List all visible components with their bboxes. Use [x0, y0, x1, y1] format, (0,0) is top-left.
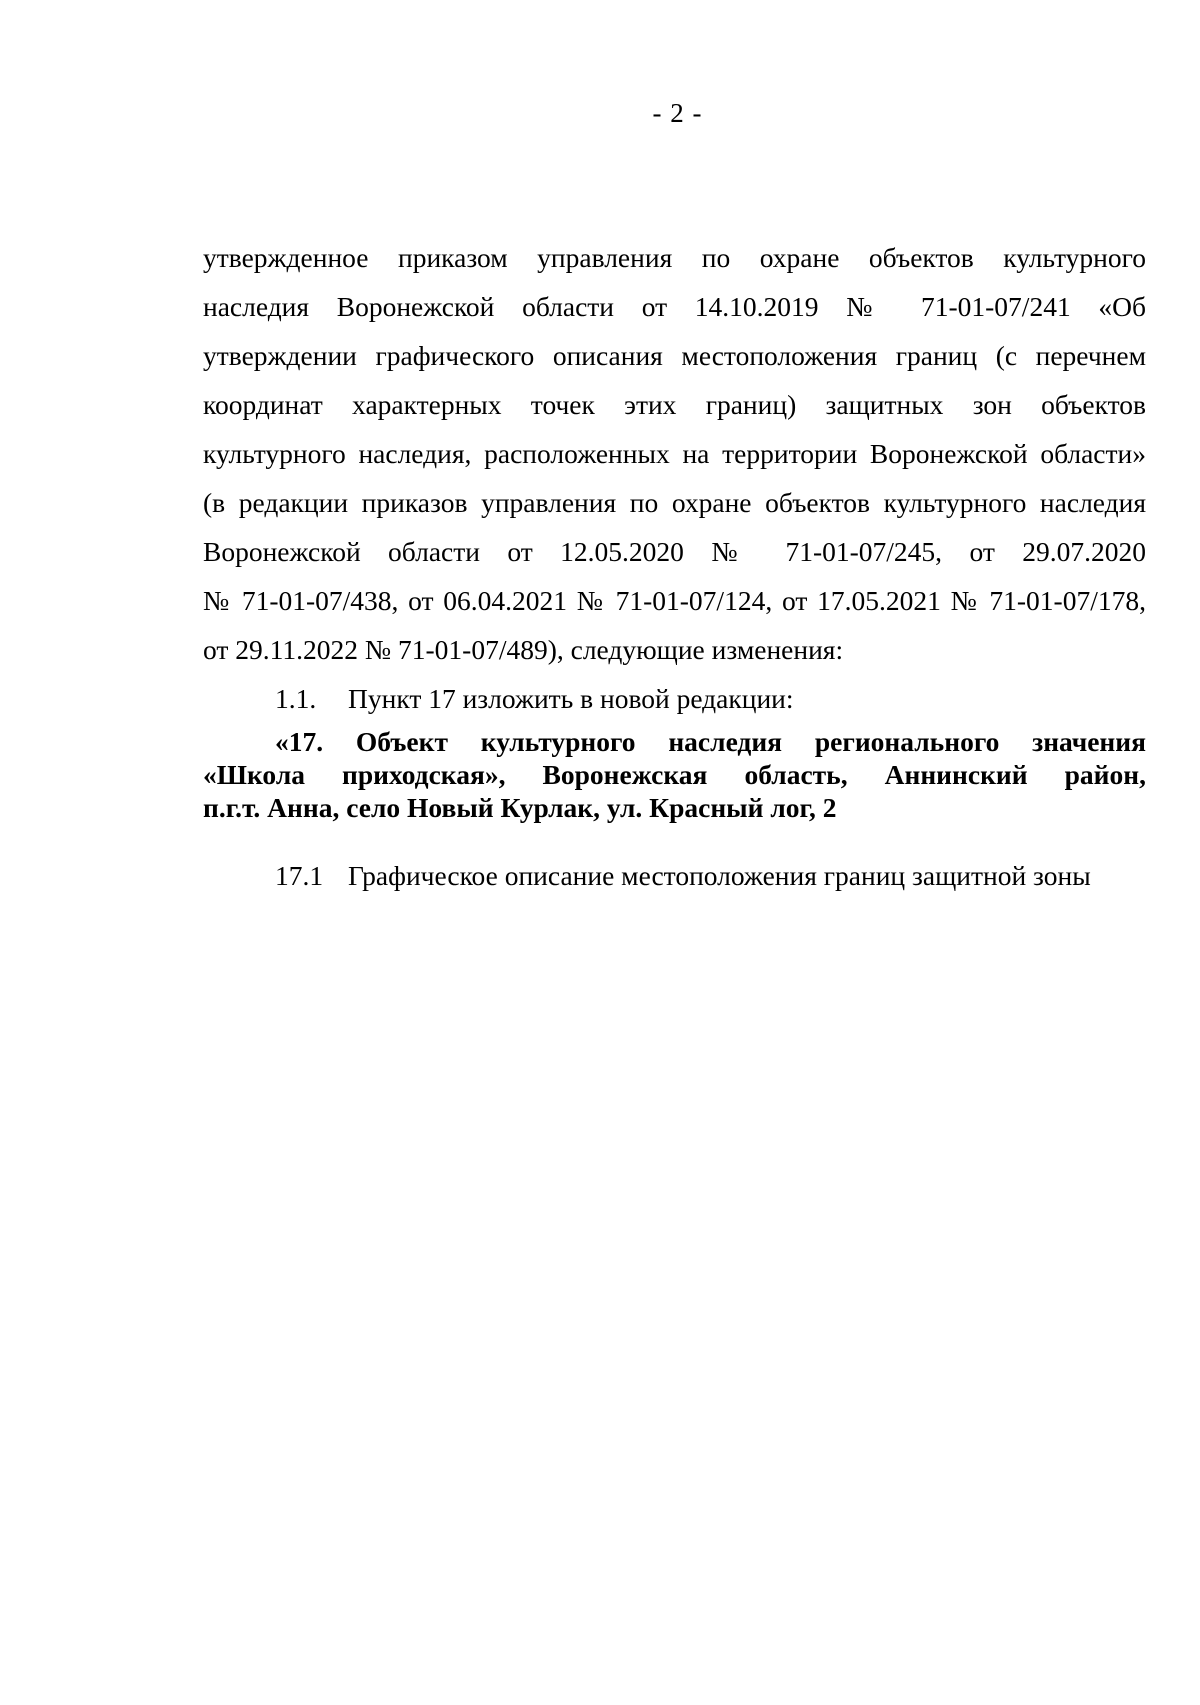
paragraph-line: утверждении графического описания местоположения границ (с перечнем	[203, 340, 1146, 371]
item-17-1-text: Графическое описание местоположения границ защитной зоны	[348, 860, 1091, 891]
heading-line: «17. Объект культурного наследия регионального значения	[275, 726, 1146, 757]
paragraph-line: № 71-01-07/438, от 06.04.2021 № 71-01-07/124, от 17.05.2021 № 71-01-07/178,	[203, 585, 1146, 616]
item-1-1	[203, 674, 1146, 723]
page-number: - 2 -	[652, 98, 703, 128]
item-1-1-number: 1.1.	[275, 683, 317, 714]
paragraph-line: от 29.11.2022 № 71-01-07/489), следующие изменения:	[203, 634, 844, 665]
paragraph-line: (в редакции приказов управления по охране объектов культурного наследия	[203, 487, 1146, 518]
heading-line: «Школа приходская», Воронежская область, Аннинский район,	[203, 759, 1146, 790]
paragraph-line: координат характерных точек этих границ) защитных зон объектов	[203, 389, 1146, 420]
document-body	[203, 233, 1146, 896]
amendment-paragraph	[203, 233, 1146, 674]
paragraph-line: утвержденное приказом управления по охране объектов культурного	[203, 242, 1146, 273]
paragraph-line: Воронежской области от 12.05.2020 № 71-01-07/245, от 29.07.2020	[203, 536, 1146, 567]
item-17-1	[203, 856, 1146, 896]
item-17-1-number: 17.1	[275, 860, 324, 891]
paragraph-line: наследия Воронежской области от 14.10.2019 № 71-01-07/241 «Об	[203, 291, 1146, 322]
heading-line: п.г.т. Анна, село Новый Курлак, ул. Красный лог, 2	[203, 792, 837, 823]
item-1-1-text: Пункт 17 изложить в новой редакции:	[348, 683, 794, 714]
paragraph-line: культурного наследия, расположенных на территории Воронежской области»	[203, 438, 1146, 469]
item-17-heading	[203, 725, 1146, 824]
